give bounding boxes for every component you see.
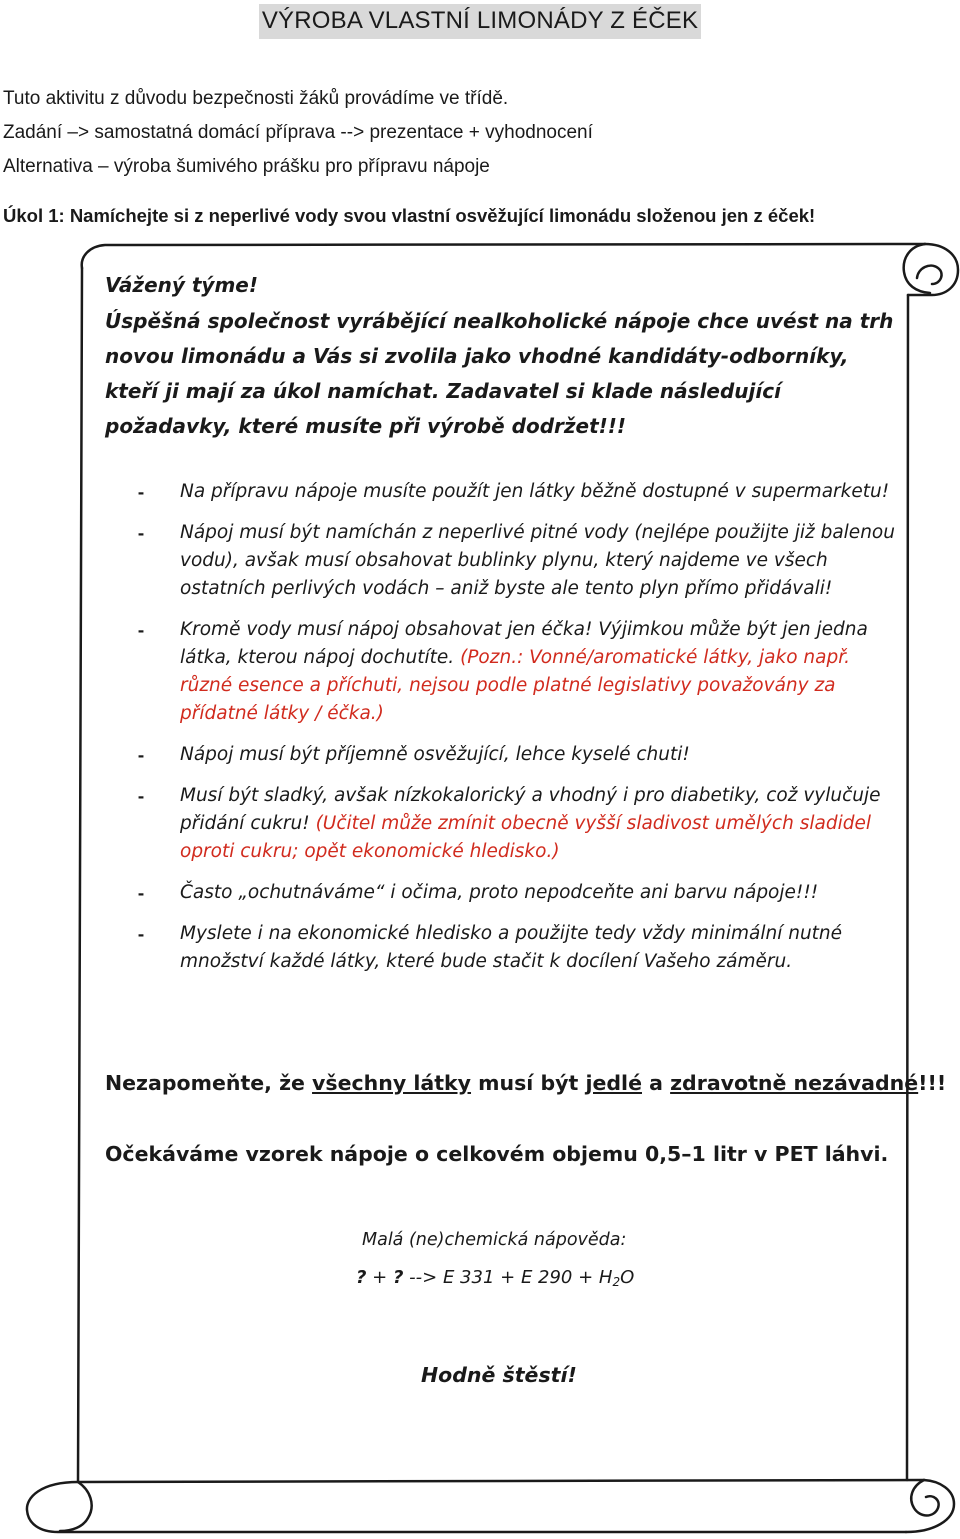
list-item [105, 519, 895, 603]
list-item [105, 879, 895, 907]
list-item [105, 616, 895, 728]
bullet-icon: ⁃ [137, 524, 145, 543]
bullet-icon: ⁃ [137, 483, 145, 502]
expectation-line: Očekáváme vzorek nápoje o celkovém objemu 0,5–1 litr v PET láhvi. [105, 1141, 889, 1166]
hint-formula [356, 1265, 634, 1295]
formula-unknown: ? [392, 1267, 404, 1288]
list-item [105, 782, 895, 866]
intro-text [3, 82, 593, 184]
requirement-text: Myslete i na ekonomické hledisko a použijte tedy vždy minimální nutné množství každé látky, které bude stačit k docílení Vašeho záměru. [180, 923, 843, 972]
bullet-icon: ⁃ [137, 746, 145, 765]
lead-part-2: Zadavatel si klade následující požadavky, které musíte při výrobě dodržet!!! [105, 379, 781, 438]
hint-label: Malá (ne)chemická nápověda: [362, 1229, 627, 1250]
formula-term: E 331 [442, 1267, 495, 1288]
formula-term: H [598, 1267, 613, 1288]
lead-part-1: Úspěšná společnost vyrábějící nealkoholické nápoje chce uvést na trh novou limonádu a Vás si zvolila jako vhodné kandidáty-odborníky, kteří ji mají za úkol namíchat. [105, 309, 894, 403]
formula-subscript: 2 [612, 1275, 621, 1289]
lead-paragraph [105, 304, 895, 444]
requirement-text: Nápoj musí být namíchán z neperlivé pitné vody (nejlépe použijte již balenou vodu), avšak musí obsahovat bublinky plynu, který najdeme ve všech ostatních perlivých vodách – aniž byste ale tento plyn přímo přidávali! [180, 522, 895, 599]
requirement-text: Často „ochutnáváme“ i očima, proto nepodceňte ani barvu nápoje!!! [180, 882, 819, 903]
requirement-text: Nápoj musí být příjemně osvěžující, lehce kyselé chuti! [180, 744, 690, 765]
formula-term: E 290 [520, 1267, 573, 1288]
page-title: VÝROBA VLASTNÍ LIMONÁDY Z ÉČEK [259, 4, 701, 39]
warning-underlined: všechny látky [312, 1070, 472, 1095]
formula-op: + [572, 1267, 599, 1288]
warning-part: a [642, 1070, 671, 1095]
warning-part: !!! [918, 1070, 947, 1095]
greeting: Vážený týme! [105, 273, 258, 297]
warning-line [105, 1069, 946, 1097]
bullet-icon: ⁃ [137, 787, 145, 806]
list-item [105, 478, 895, 506]
requirement-text: Kromě vody musí nápoj obsahovat jen éčka! Výjimkou může být jen jedna látka, kterou nápoj dochutíte. [180, 619, 868, 668]
intro-line: Zadání –> samostatná domácí příprava --> prezentace + vyhodnocení [3, 122, 593, 143]
formula-term: O [620, 1267, 635, 1288]
requirement-note: (Pozn.: Vonné/aromatické látky, jako např. různé esence a příchuti, nejsou podle platné legislativy považovány za přídatné látky / éčka.) [180, 647, 850, 724]
bullet-icon: ⁃ [137, 925, 145, 944]
requirement-text: Musí být sladký, avšak nízkokalorický a vhodný i pro diabetiky, což vylučuje přidání cukru! [180, 785, 881, 834]
intro-line: Tuto aktivitu z důvodu bezpečnosti žáků provádíme ve třídě. [3, 88, 509, 109]
warning-underlined: jedlé [585, 1070, 642, 1095]
formula-unknown: ? [356, 1267, 367, 1288]
warning-underlined: zdravotně nezávadné [670, 1070, 919, 1095]
bullet-icon: ⁃ [137, 884, 145, 903]
intro-line: Alternativa – výroba šumivého prášku pro přípravu nápoje [3, 156, 490, 177]
formula-arrow: --> [403, 1267, 443, 1288]
requirement-text: Na přípravu nápoje musíte použít jen látky běžně dostupné v supermarketu! [180, 481, 890, 502]
good-luck: Hodně štěstí! [421, 1362, 577, 1387]
formula-op: + [494, 1267, 521, 1288]
formula-op: + [366, 1267, 393, 1288]
warning-part: musí být [471, 1070, 586, 1095]
list-item [105, 741, 895, 769]
title-wrap [0, 0, 960, 39]
task-heading: Úkol 1: Namíchejte si z neperlivé vody svou vlastní osvěžující limonádu složenou jen z éček! [3, 205, 816, 226]
scroll-content [105, 272, 947, 1387]
warning-part: Nezapomeňte, že [105, 1070, 313, 1095]
requirements-list [105, 478, 895, 976]
bullet-icon: ⁃ [137, 621, 145, 640]
list-item [105, 920, 895, 976]
requirement-note: (Učitel může zmínit obecně vyšší sladivost umělých sladidel oproti cukru; opět ekonomické hledisko.) [180, 813, 871, 862]
